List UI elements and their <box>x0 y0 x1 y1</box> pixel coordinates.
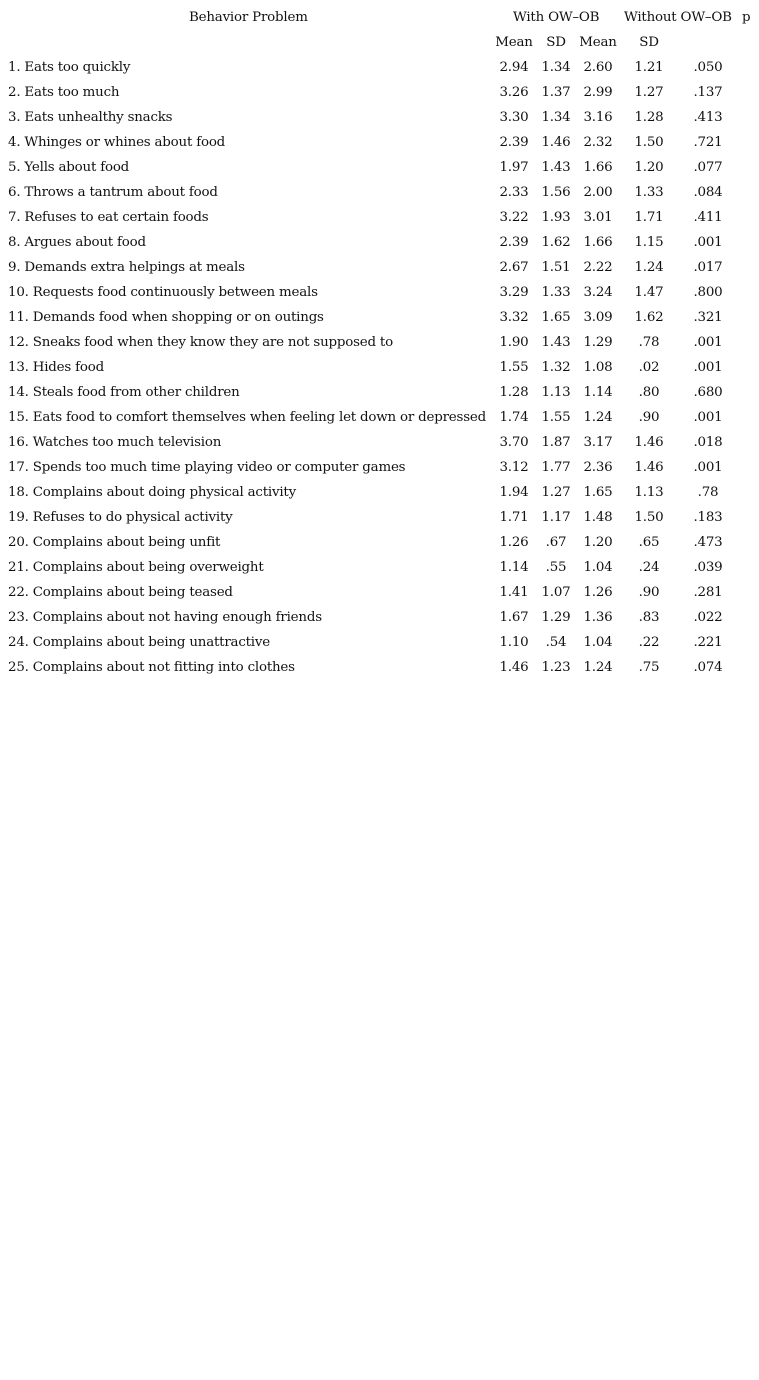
table-row <box>0 505 759 530</box>
cell-sd-with: 1.13 <box>541 385 571 400</box>
row-label: 12. Sneaks food when they know they are not supposed to <box>8 335 393 350</box>
cell-mean-with: 2.33 <box>499 185 529 200</box>
cell-sd-without: 1.27 <box>634 85 664 100</box>
table-row <box>0 105 759 130</box>
row-label: 14. Steals food from other children <box>8 385 240 400</box>
cell-mean-without: 3.16 <box>583 110 613 125</box>
table-subheader-row <box>0 30 759 55</box>
cell-p-value: .077 <box>693 160 723 175</box>
table-row <box>0 330 759 355</box>
cell-mean-with: 3.26 <box>499 85 529 100</box>
cell-sd-with: 1.93 <box>541 210 571 225</box>
cell-sd-without: .90 <box>638 585 660 600</box>
table-row <box>0 630 759 655</box>
cell-mean-with: 3.70 <box>499 435 529 450</box>
cell-sd-without: .02 <box>638 360 660 375</box>
cell-mean-with: 1.67 <box>499 610 529 625</box>
cell-p-value: .074 <box>693 660 723 675</box>
cell-p-value: .78 <box>697 485 719 500</box>
cell-sd-with: 1.46 <box>541 135 571 150</box>
table-row <box>0 180 759 205</box>
table-row <box>0 480 759 505</box>
cell-sd-with: 1.62 <box>541 235 571 250</box>
cell-mean-with: 2.94 <box>499 60 529 75</box>
column-header-p: p <box>742 10 751 25</box>
cell-sd-with: 1.43 <box>541 335 571 350</box>
column-header-behavior-problem: Behavior Problem <box>189 10 308 25</box>
row-label: 11. Demands food when shopping or on outings <box>8 310 324 325</box>
table-row <box>0 605 759 630</box>
behavior-problem-table <box>0 0 759 680</box>
cell-mean-with: 1.97 <box>499 160 529 175</box>
cell-mean-with: 3.29 <box>499 285 529 300</box>
cell-p-value: .001 <box>693 335 723 350</box>
table-row <box>0 255 759 280</box>
cell-sd-without: .22 <box>638 635 660 650</box>
cell-mean-without: 1.04 <box>583 560 613 575</box>
column-group-without-ow-ob: Without OW–OB <box>624 10 732 25</box>
table-row <box>0 355 759 380</box>
cell-mean-without: 1.24 <box>583 660 613 675</box>
cell-p-value: .084 <box>693 185 723 200</box>
cell-mean-without: 1.29 <box>583 335 613 350</box>
cell-mean-without: 3.09 <box>583 310 613 325</box>
cell-p-value: .721 <box>693 135 723 150</box>
table-row <box>0 530 759 555</box>
table-row <box>0 555 759 580</box>
cell-p-value: .001 <box>693 460 723 475</box>
table-row <box>0 155 759 180</box>
row-label: 4. Whinges or whines about food <box>8 135 226 150</box>
table-header-row <box>0 5 759 30</box>
subheader-sd-with: SD <box>546 35 566 50</box>
cell-sd-without: 1.46 <box>634 435 664 450</box>
row-label: 9. Demands extra helpings at meals <box>8 260 245 275</box>
cell-mean-with: 1.90 <box>499 335 529 350</box>
cell-mean-without: 1.48 <box>583 510 613 525</box>
cell-mean-with: 3.22 <box>499 210 529 225</box>
cell-sd-without: 1.33 <box>634 185 664 200</box>
cell-p-value: .001 <box>693 410 723 425</box>
row-label: 3. Eats unhealthy snacks <box>8 110 173 125</box>
cell-sd-with: 1.55 <box>541 410 571 425</box>
cell-sd-without: 1.28 <box>634 110 664 125</box>
cell-p-value: .183 <box>693 510 723 525</box>
cell-sd-with: 1.29 <box>541 610 571 625</box>
row-label: 20. Complains about being unfit <box>8 535 221 550</box>
row-label: 7. Refuses to eat certain foods <box>8 210 209 225</box>
cell-p-value: .050 <box>693 60 723 75</box>
cell-mean-without: 2.22 <box>583 260 613 275</box>
table-row <box>0 405 759 430</box>
cell-sd-without: .83 <box>638 610 660 625</box>
cell-mean-without: 3.17 <box>583 435 613 450</box>
cell-mean-without: 2.00 <box>583 185 613 200</box>
cell-p-value: .680 <box>693 385 723 400</box>
row-label: 25. Complains about not fitting into clothes <box>8 660 295 675</box>
table-row <box>0 380 759 405</box>
cell-sd-without: .80 <box>638 385 660 400</box>
cell-sd-with: 1.07 <box>541 585 571 600</box>
cell-p-value: .411 <box>693 210 723 225</box>
cell-p-value: .137 <box>693 85 723 100</box>
cell-mean-without: 3.01 <box>583 210 613 225</box>
cell-mean-with: 1.71 <box>499 510 529 525</box>
cell-sd-with: 1.34 <box>541 60 571 75</box>
table-row <box>0 430 759 455</box>
subheader-mean-with: Mean <box>495 35 533 50</box>
cell-p-value: .001 <box>693 235 723 250</box>
cell-mean-with: 1.46 <box>499 660 529 675</box>
row-label: 19. Refuses to do physical activity <box>8 510 233 525</box>
cell-p-value: .017 <box>693 260 723 275</box>
cell-sd-without: .75 <box>638 660 660 675</box>
subheader-mean-without: Mean <box>579 35 617 50</box>
cell-mean-without: 1.20 <box>583 535 613 550</box>
cell-sd-with: 1.56 <box>541 185 571 200</box>
cell-mean-with: 1.74 <box>499 410 529 425</box>
cell-sd-with: 1.87 <box>541 435 571 450</box>
cell-p-value: .018 <box>693 435 723 450</box>
cell-mean-with: 1.26 <box>499 535 529 550</box>
cell-mean-without: 2.36 <box>583 460 613 475</box>
cell-sd-without: 1.24 <box>634 260 664 275</box>
table-row <box>0 580 759 605</box>
cell-mean-with: 1.14 <box>499 560 529 575</box>
cell-p-value: .022 <box>693 610 723 625</box>
row-label: 1. Eats too quickly <box>8 60 131 75</box>
cell-sd-without: .65 <box>638 535 660 550</box>
column-group-with-ow-ob: With OW–OB <box>513 10 600 25</box>
table-row <box>0 305 759 330</box>
cell-mean-without: 1.36 <box>583 610 613 625</box>
cell-sd-with: 1.32 <box>541 360 571 375</box>
cell-mean-without: 1.26 <box>583 585 613 600</box>
cell-sd-with: 1.77 <box>541 460 571 475</box>
cell-sd-with: .54 <box>545 635 567 650</box>
cell-sd-with: 1.34 <box>541 110 571 125</box>
cell-mean-without: 3.24 <box>583 285 613 300</box>
cell-mean-with: 3.12 <box>499 460 529 475</box>
row-label: 23. Complains about not having enough friends <box>8 610 322 625</box>
row-label: 18. Complains about doing physical activity <box>8 485 296 500</box>
table-row <box>0 280 759 305</box>
cell-sd-without: .78 <box>638 335 660 350</box>
cell-mean-with: 1.55 <box>499 360 529 375</box>
row-label: 13. Hides food <box>8 360 104 375</box>
cell-sd-without: 1.50 <box>634 510 664 525</box>
table-body <box>0 55 759 680</box>
table-row <box>0 205 759 230</box>
cell-mean-without: 1.65 <box>583 485 613 500</box>
cell-p-value: .413 <box>693 110 723 125</box>
cell-sd-with: 1.37 <box>541 85 571 100</box>
cell-sd-without: 1.21 <box>634 60 664 75</box>
cell-mean-with: 3.32 <box>499 310 529 325</box>
cell-p-value: .281 <box>693 585 723 600</box>
cell-p-value: .221 <box>693 635 723 650</box>
cell-sd-with: 1.17 <box>541 510 571 525</box>
cell-sd-without: 1.20 <box>634 160 664 175</box>
cell-sd-without: 1.47 <box>634 285 664 300</box>
cell-sd-with: 1.51 <box>541 260 571 275</box>
cell-mean-without: 2.32 <box>583 135 613 150</box>
cell-p-value: .001 <box>693 360 723 375</box>
row-label: 6. Throws a tantrum about food <box>8 185 218 200</box>
row-label: 10. Requests food continuously between meals <box>8 285 318 300</box>
cell-sd-without: 1.62 <box>634 310 664 325</box>
cell-sd-without: 1.50 <box>634 135 664 150</box>
cell-sd-with: 1.33 <box>541 285 571 300</box>
row-label: 8. Argues about food <box>8 235 146 250</box>
row-label: 2. Eats too much <box>8 85 120 100</box>
cell-mean-with: 2.39 <box>499 135 529 150</box>
cell-mean-with: 2.67 <box>499 260 529 275</box>
table-row <box>0 230 759 255</box>
cell-sd-with: .55 <box>545 560 567 575</box>
table-row <box>0 455 759 480</box>
cell-mean-without: 1.14 <box>583 385 613 400</box>
cell-sd-with: .67 <box>545 535 567 550</box>
cell-mean-without: 1.04 <box>583 635 613 650</box>
table-row <box>0 80 759 105</box>
cell-p-value: .039 <box>693 560 723 575</box>
cell-mean-with: 1.28 <box>499 385 529 400</box>
cell-sd-without: .24 <box>638 560 660 575</box>
table-row <box>0 55 759 80</box>
row-label: 21. Complains about being overweight <box>8 560 264 575</box>
cell-p-value: .321 <box>693 310 723 325</box>
cell-mean-with: 2.39 <box>499 235 529 250</box>
cell-sd-with: 1.65 <box>541 310 571 325</box>
cell-sd-with: 1.23 <box>541 660 571 675</box>
cell-sd-without: 1.71 <box>634 210 664 225</box>
row-label: 5. Yells about food <box>8 160 130 175</box>
row-label: 16. Watches too much television <box>8 435 222 450</box>
cell-sd-without: 1.46 <box>634 460 664 475</box>
row-label: 15. Eats food to comfort themselves when feeling let down or depressed <box>8 410 486 425</box>
cell-mean-without: 2.60 <box>583 60 613 75</box>
cell-mean-without: 2.99 <box>583 85 613 100</box>
cell-sd-without: 1.13 <box>634 485 664 500</box>
cell-sd-with: 1.27 <box>541 485 571 500</box>
cell-p-value: .473 <box>693 535 723 550</box>
cell-mean-with: 1.10 <box>499 635 529 650</box>
row-label: 24. Complains about being unattractive <box>8 635 270 650</box>
cell-sd-without: .90 <box>638 410 660 425</box>
cell-mean-without: 1.08 <box>583 360 613 375</box>
cell-mean-with: 1.41 <box>499 585 529 600</box>
subheader-sd-without: SD <box>639 35 659 50</box>
row-label: 22. Complains about being teased <box>8 585 233 600</box>
cell-mean-without: 1.66 <box>583 235 613 250</box>
table-row <box>0 130 759 155</box>
cell-sd-without: 1.15 <box>634 235 664 250</box>
row-label: 17. Spends too much time playing video or computer games <box>8 460 406 475</box>
cell-mean-without: 1.24 <box>583 410 613 425</box>
cell-mean-with: 1.94 <box>499 485 529 500</box>
cell-p-value: .800 <box>693 285 723 300</box>
cell-mean-without: 1.66 <box>583 160 613 175</box>
table-row <box>0 655 759 680</box>
cell-mean-with: 3.30 <box>499 110 529 125</box>
cell-sd-with: 1.43 <box>541 160 571 175</box>
